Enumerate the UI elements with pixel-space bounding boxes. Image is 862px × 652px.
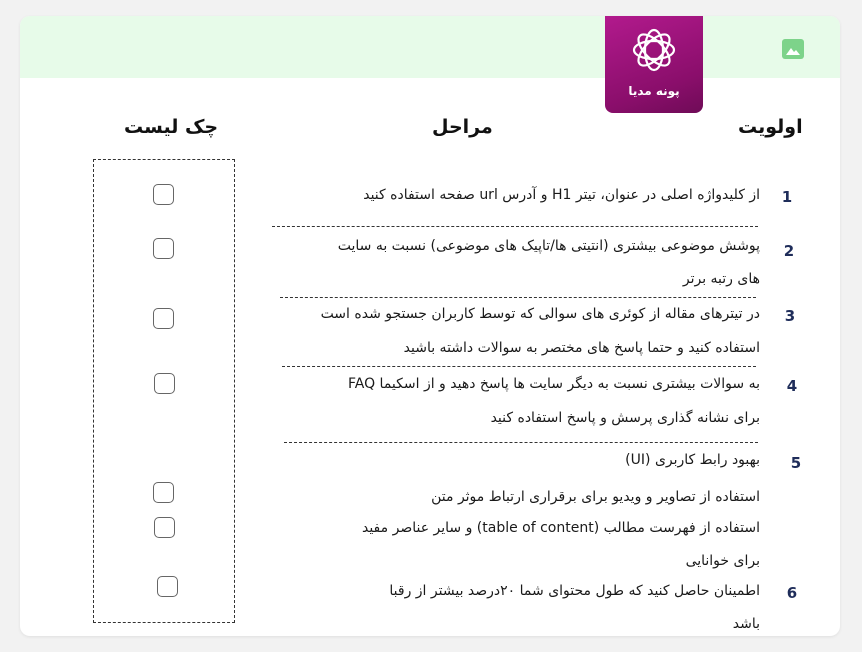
step-line: از کلیدواژه اصلی در عنوان، تیتر H1 و آدرس url صفحه استفاده کنید <box>363 187 760 203</box>
checkbox-6[interactable] <box>157 576 178 597</box>
checklist-header: چک لیست <box>124 116 219 138</box>
step-line: های رتبه برتر <box>682 271 760 287</box>
row-number: 4 <box>786 377 798 395</box>
row-separator <box>280 297 756 298</box>
checkbox-4[interactable] <box>154 373 175 394</box>
step-line: اطمینان حاصل کنید که طول محتوای شما ۲۰درصد بیشتر از رقبا <box>389 583 760 599</box>
row-separator <box>272 226 758 227</box>
checkbox-5a[interactable] <box>153 482 174 503</box>
header-band <box>20 16 840 78</box>
step-line: بهبود رابط کاربری (UI) <box>625 452 760 468</box>
step-line: باشد <box>732 616 760 632</box>
step-line: استفاده از فهرست مطالب (table of content) و سایر عناصر مفید <box>361 520 760 536</box>
checkbox-3[interactable] <box>153 308 174 329</box>
row-separator <box>282 366 756 367</box>
row-number: 2 <box>783 242 795 260</box>
checkbox-2[interactable] <box>153 238 174 259</box>
step-line: پوشش موضوعی بیشتری (انتیتی ها/تاپیک های موضوعی) نسبت به سایت <box>337 238 760 254</box>
brand-logo <box>605 16 703 113</box>
row-number: 6 <box>786 584 798 602</box>
step-line: برای خوانایی <box>685 553 760 569</box>
logo-text: پونه مدیا <box>628 84 680 98</box>
priority-header: اولویت <box>738 116 803 138</box>
logo-knot-icon <box>628 24 680 76</box>
checkbox-1[interactable] <box>153 184 174 205</box>
checkbox-5b[interactable] <box>154 517 175 538</box>
row-number: 3 <box>784 307 796 325</box>
step-line: استفاده کنید و حتما پاسخ های مختصر به سوالات داشته باشید <box>403 340 760 356</box>
step-line: به سوالات بیشتری نسبت به دیگر سایت ها پاسخ دهید و از اسکیما FAQ <box>347 376 760 392</box>
steps-header: مراحل <box>432 116 493 138</box>
step-line: در تیترهای مقاله از کوئری های سوالی که توسط کاربران جستجو شده است <box>320 306 760 322</box>
step-line: برای نشانه گذاری پرسش و پاسخ استفاده کنید <box>490 410 760 426</box>
row-separator <box>284 442 758 443</box>
image-icon[interactable] <box>782 39 804 59</box>
content-card <box>20 16 840 636</box>
row-number: 1 <box>781 188 793 206</box>
step-line: استفاده از تصاویر و ویدیو برای برقراری ارتباط موثر متن <box>431 489 760 505</box>
row-number: 5 <box>790 454 802 472</box>
